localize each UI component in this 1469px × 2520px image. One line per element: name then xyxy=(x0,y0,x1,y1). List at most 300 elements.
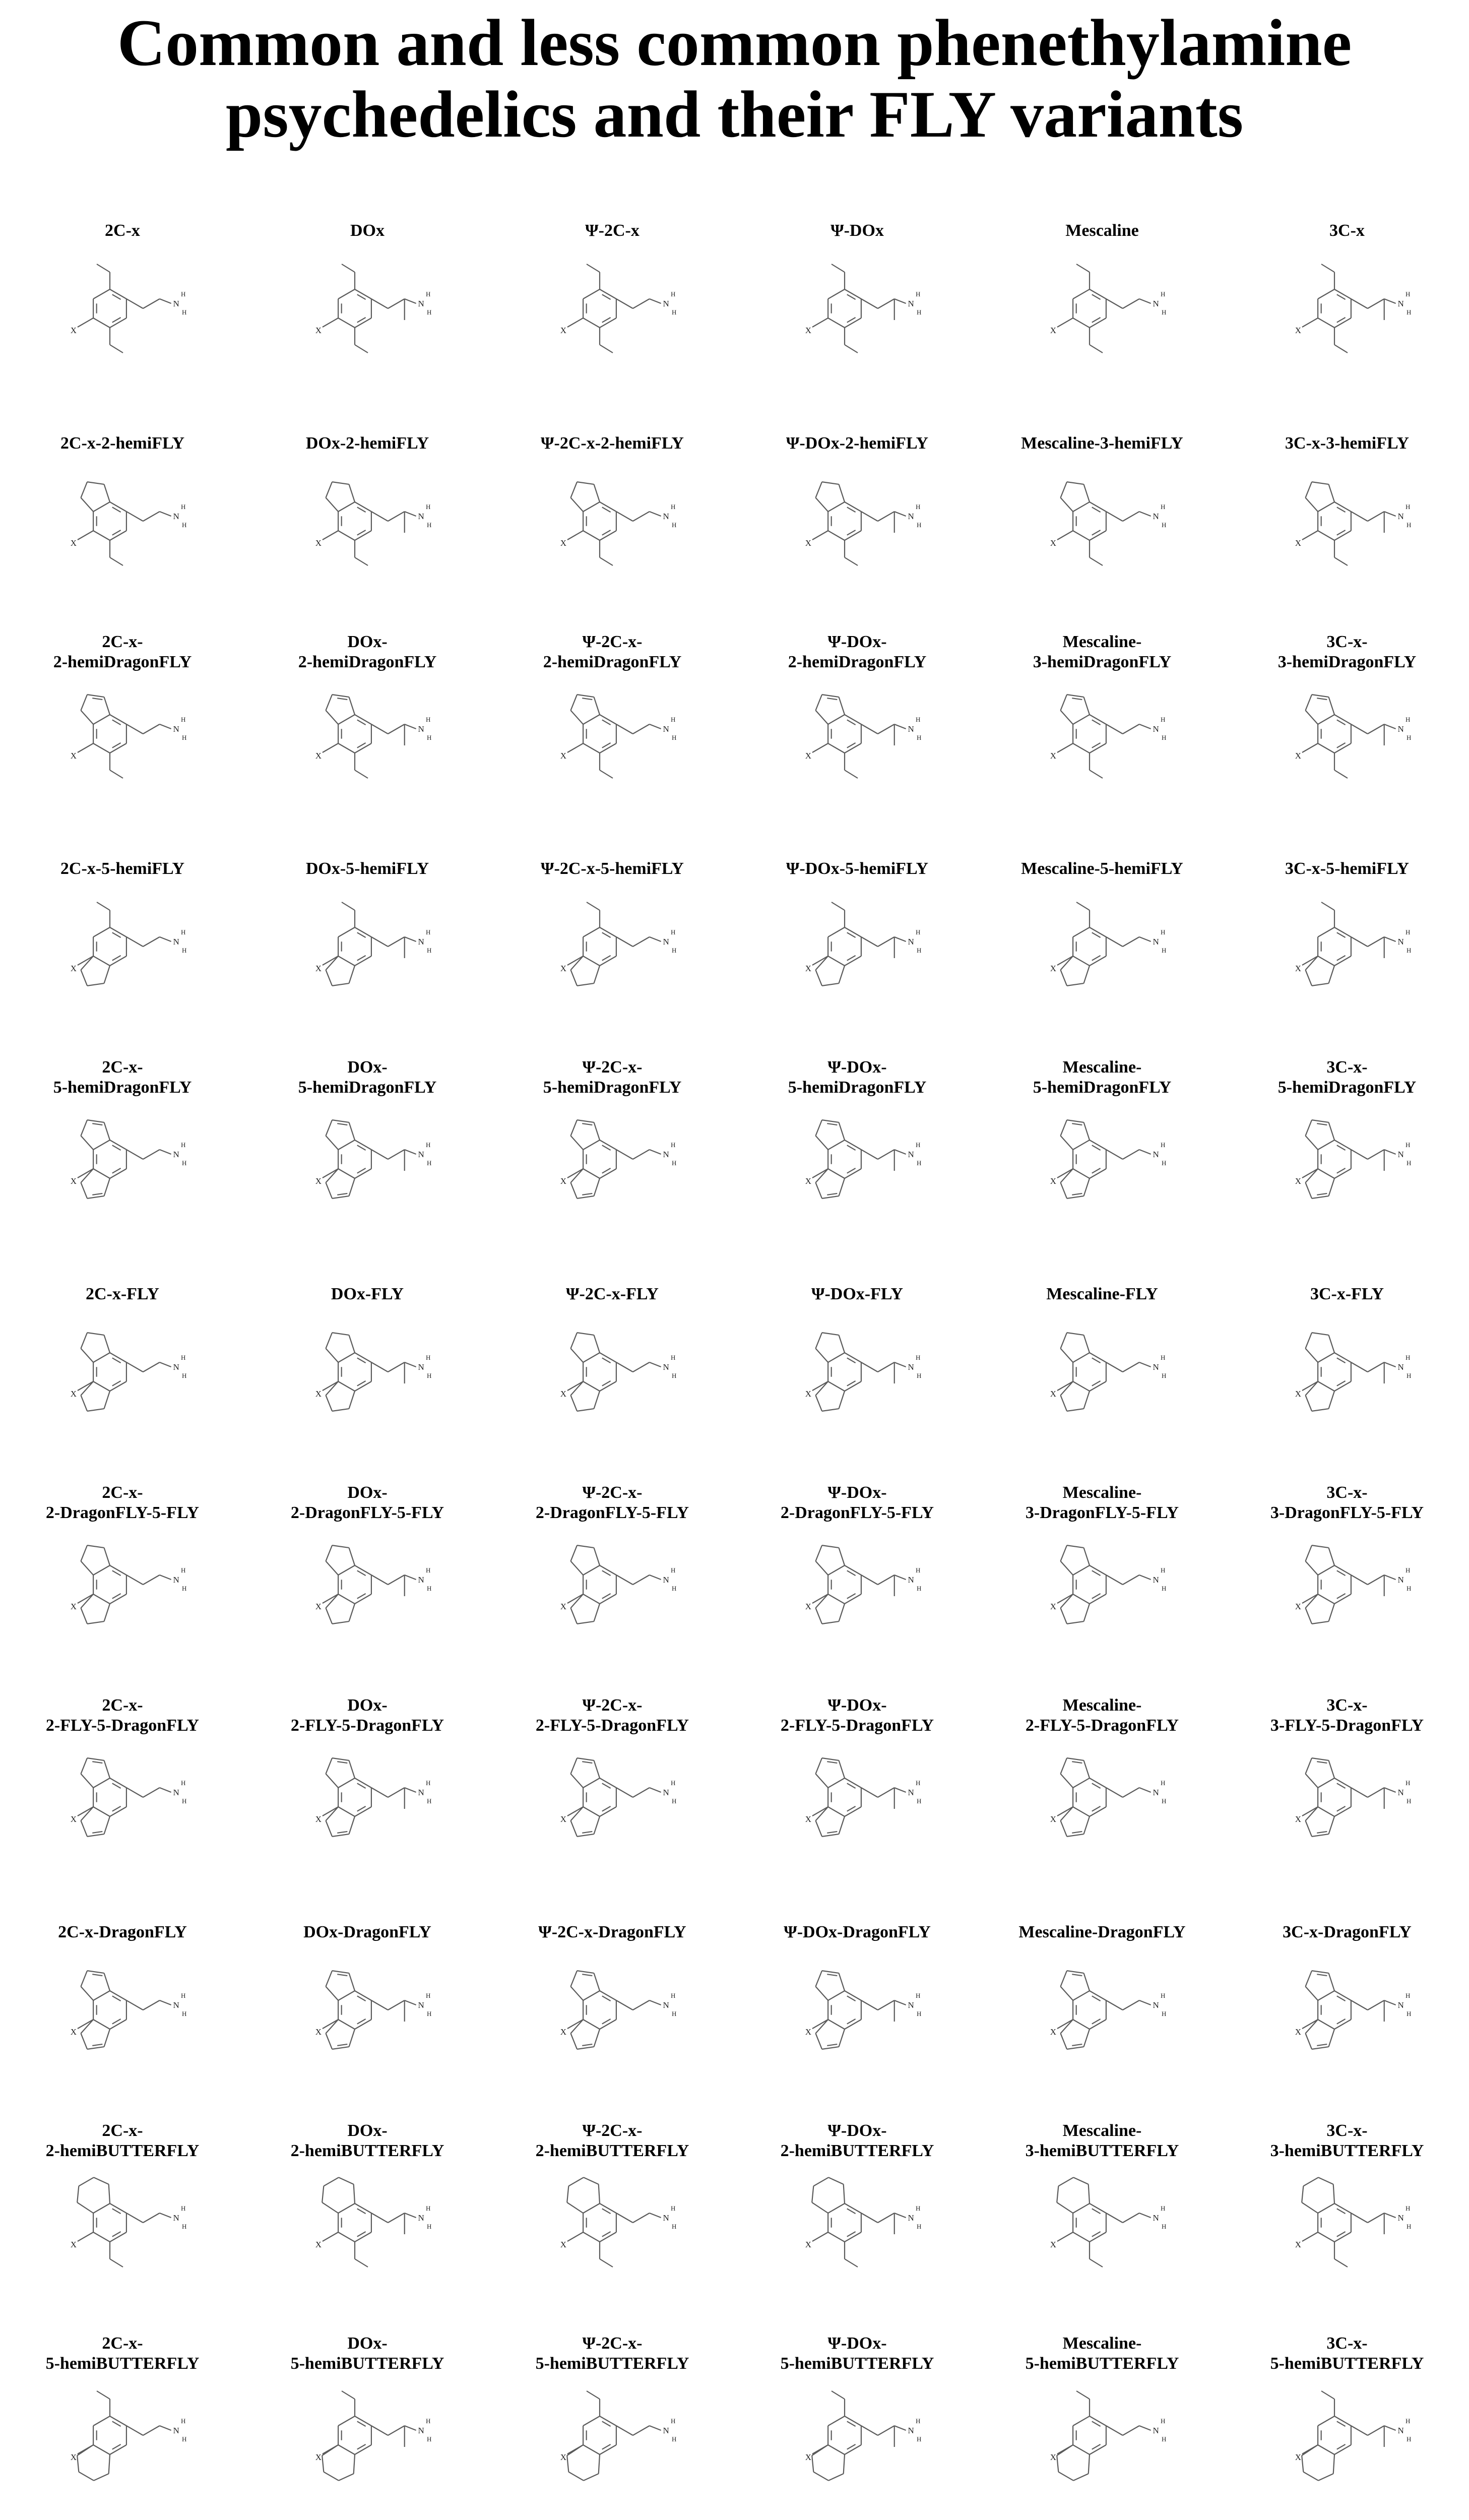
fused-ring-bond xyxy=(570,1774,583,1788)
fused-ring-bond xyxy=(349,1604,355,1621)
hydrogen-label: H xyxy=(180,1779,186,1787)
methoxy-bond xyxy=(832,2391,845,2399)
molecule-name xyxy=(0,859,245,879)
hydrogen-label: H xyxy=(915,1566,921,1574)
structure-diagram xyxy=(279,881,456,1017)
ring-bond xyxy=(583,1594,600,1604)
benzene-ring xyxy=(1073,2203,1106,2242)
chain-bond xyxy=(371,937,388,947)
double-bond xyxy=(337,1832,347,1833)
chain-bond xyxy=(1384,937,1396,941)
fused-ring-top xyxy=(326,1971,355,2000)
x-substituent-label: X xyxy=(1050,1389,1057,1399)
structure-diagram xyxy=(769,1306,945,1442)
molecule-cell xyxy=(0,2121,245,2292)
hydrogen-label: H xyxy=(1405,2204,1411,2212)
chain-bond xyxy=(1123,2000,1139,2010)
structure-diagram xyxy=(769,2370,945,2506)
ring-bond xyxy=(583,2416,600,2426)
molecule-name xyxy=(1225,221,1469,241)
chain-bond xyxy=(1384,299,1396,303)
ring-bond xyxy=(338,2416,355,2426)
benzene-ring xyxy=(1073,927,1106,966)
benzene-ring xyxy=(1073,502,1106,540)
fused-ring-bond xyxy=(1312,1758,1328,1760)
structure-diagram xyxy=(279,1519,456,1655)
methoxy-bond xyxy=(1334,557,1348,565)
methoxy-group xyxy=(845,540,858,565)
fused-ring-bond xyxy=(844,2184,845,2203)
amine-side-chain xyxy=(371,2426,416,2447)
molecule-name-line: Ψ-2C-x- xyxy=(582,2334,643,2353)
fused-ring-bond xyxy=(577,1545,594,1548)
fused-ring-bond xyxy=(822,1971,839,1973)
hydrogen-label: H xyxy=(916,1372,922,1379)
fused-ring-bond xyxy=(1060,1758,1067,1774)
hydrogen-label: H xyxy=(1160,1141,1166,1149)
fused-ring-bond xyxy=(81,1594,93,1608)
structure-diagram xyxy=(1259,1306,1435,1442)
nitrogen-label: N xyxy=(173,512,179,521)
nitrogen-label: N xyxy=(663,2213,669,2223)
methoxy-bond xyxy=(1090,557,1103,565)
x-bond xyxy=(567,956,583,965)
molecule-name-line: Ψ-2C-x-2-hemiFLY xyxy=(540,434,684,453)
molecule-name-line: 2C-x- xyxy=(102,1696,143,1715)
hydrogen-label: H xyxy=(1161,308,1167,316)
nitrogen-label: N xyxy=(908,724,914,734)
hydrogen-label: H xyxy=(181,308,187,316)
structure-diagram xyxy=(769,243,945,379)
fused-ring-bond xyxy=(815,1987,828,2000)
x-substituent-label: X xyxy=(1295,538,1302,548)
ring-bond xyxy=(828,927,845,937)
fused-ring-bond xyxy=(1067,1758,1083,1760)
chain-bond xyxy=(1139,1575,1151,1580)
fused-ring-bond xyxy=(87,1545,104,1548)
fused-ring-top xyxy=(77,2177,110,2213)
fused-ring-bond xyxy=(1302,2186,1303,2202)
ring-bond xyxy=(583,715,600,724)
fused-ring-bond xyxy=(1329,1178,1334,1196)
benzene-ring xyxy=(1073,289,1106,328)
molecule-name xyxy=(735,1922,980,1942)
structure-diagram xyxy=(34,1732,211,1868)
fused-ring-bond xyxy=(326,1608,332,1623)
molecule-cell xyxy=(245,1057,490,1229)
x-bond xyxy=(567,531,583,540)
molecule-name xyxy=(1225,1922,1469,1942)
fused-ring-bond xyxy=(349,697,355,715)
chain-bond xyxy=(1123,299,1139,308)
chain-bond xyxy=(861,1150,878,1159)
molecule-name xyxy=(735,859,980,879)
fused-ring-bond xyxy=(109,2184,110,2203)
chain-bond xyxy=(1139,724,1151,729)
fused-ring-bond xyxy=(81,1545,87,1561)
chain-bond xyxy=(650,2000,661,2005)
benzene-ring xyxy=(583,502,616,540)
fused-ring-bond xyxy=(822,1196,839,1199)
amine-side-chain xyxy=(616,1575,661,1585)
molecule-name-line: Mescaline-5-hemiFLY xyxy=(1021,859,1183,878)
hydrogen-label: H xyxy=(426,308,432,316)
x-substituent-label: X xyxy=(805,964,812,973)
molecule-name-line: Ψ-DOx xyxy=(831,221,884,240)
structure-diagram xyxy=(524,1732,700,1868)
x-substituent-label: X xyxy=(70,326,77,335)
chain-bond xyxy=(878,1575,895,1585)
ring-bond xyxy=(828,318,845,328)
fused-ring-bond xyxy=(81,1333,87,1348)
molecule-cell xyxy=(490,1695,735,1867)
fused-ring-bond xyxy=(822,1409,839,1411)
fused-ring-bond xyxy=(326,1182,332,1198)
nitrogen-label: N xyxy=(1397,1788,1404,1797)
fused-ring-bond xyxy=(815,1820,822,1836)
fused-ring-bond xyxy=(815,1349,828,1362)
chain-bond xyxy=(650,2213,661,2218)
fused-ring-bond xyxy=(1312,1971,1328,1973)
fused-ring-top xyxy=(815,695,845,724)
chain-bond xyxy=(1123,1575,1139,1585)
hydrogen-label: H xyxy=(426,2223,432,2230)
fused-ring-bond xyxy=(349,1178,355,1196)
fused-ring-bond xyxy=(1305,2033,1312,2049)
fused-ring-bond xyxy=(77,2445,93,2455)
nitrogen-label: N xyxy=(663,1150,669,1159)
hydrogen-label: H xyxy=(915,716,921,723)
chain-bond xyxy=(388,2213,405,2223)
fused-ring-bond xyxy=(1060,1120,1067,1136)
methoxy-bond xyxy=(342,2391,355,2399)
fused-ring-bond xyxy=(577,1333,594,1335)
molecule-name-line: 3C-x- xyxy=(1326,633,1368,651)
methoxy-bond xyxy=(355,345,368,353)
ring-bond xyxy=(338,2020,355,2029)
fused-ring-bond xyxy=(81,711,93,724)
x-substituent-label: X xyxy=(70,1602,77,1611)
molecule-name-line: 2-hemiDragonFLY xyxy=(543,653,682,671)
fused-ring-bond xyxy=(81,1561,93,1575)
x-substituent-label: X xyxy=(805,2240,812,2249)
methoxy-group xyxy=(342,2391,355,2416)
molecule-name xyxy=(980,433,1225,454)
double-bond xyxy=(1317,1123,1327,1125)
chain-bond xyxy=(388,1362,405,1372)
x-substituent-label: X xyxy=(1295,751,1302,761)
molecule-name-line: Ψ-DOx- xyxy=(827,1696,887,1715)
structure-diagram xyxy=(524,1306,700,1442)
fused-ring-bond xyxy=(812,2455,813,2472)
ring-bond xyxy=(583,2445,600,2454)
x-bond xyxy=(78,531,93,540)
ring-bond xyxy=(1318,502,1334,512)
nitrogen-label: N xyxy=(418,1575,424,1585)
hydrogen-label: H xyxy=(1405,716,1411,723)
fused-ring-top xyxy=(1060,1971,1090,2000)
molecule-name-line: 2C-x- xyxy=(102,633,143,651)
chain-bond xyxy=(143,1788,160,1797)
fused-ring-bottom xyxy=(1057,2445,1090,2481)
fused-ring-top xyxy=(1060,695,1090,724)
fused-ring-bond xyxy=(1305,695,1312,710)
structure-diagram xyxy=(1014,456,1190,592)
benzene-ring xyxy=(1073,1778,1106,1816)
x-substituent-label: X xyxy=(1295,1176,1302,1186)
amine-side-chain xyxy=(616,1788,661,1797)
hydrogen-label: H xyxy=(1405,503,1411,511)
benzene-ring xyxy=(583,2203,616,2242)
chain-bond xyxy=(126,1575,143,1585)
molecule-name-line: 5-hemiDragonFLY xyxy=(1278,1078,1417,1097)
fused-ring-bond xyxy=(584,2474,599,2481)
x-substituent-label: X xyxy=(1295,2027,1302,2037)
fused-ring-bond xyxy=(81,1182,87,1198)
molecule-name xyxy=(1225,1483,1469,1523)
chain-bond xyxy=(633,1150,650,1159)
hydrogen-label: H xyxy=(1405,2417,1411,2425)
methoxy-bond xyxy=(97,902,110,910)
hydrogen-label: H xyxy=(671,1372,677,1379)
fused-ring-bond xyxy=(822,695,839,697)
ring-bond xyxy=(1318,2445,1334,2454)
benzene-ring xyxy=(1073,1991,1106,2029)
amine-side-chain xyxy=(616,1362,661,1372)
structure-diagram xyxy=(34,456,211,592)
hydrogen-label: H xyxy=(1406,947,1412,954)
benzene-ring xyxy=(93,1140,126,1178)
ring-bond xyxy=(93,2203,110,2213)
fused-ring-bond xyxy=(822,2047,839,2049)
molecule-cell xyxy=(735,1483,980,1654)
chain-bond xyxy=(388,2426,405,2435)
fused-ring-bond xyxy=(567,2186,568,2202)
fused-ring-bond xyxy=(815,1333,822,1348)
hydrogen-label: H xyxy=(425,1354,431,1361)
fused-ring-bond xyxy=(1329,1122,1334,1140)
fused-ring-top xyxy=(1305,1758,1334,1788)
fused-ring-bond xyxy=(1312,983,1328,986)
ring-bond xyxy=(93,289,110,299)
chain-bond xyxy=(1351,299,1368,308)
chain-bond xyxy=(895,299,906,303)
structure-diagram xyxy=(1014,243,1190,379)
fused-ring-bond xyxy=(1305,1120,1312,1136)
benzene-ring xyxy=(93,2203,126,2242)
fused-ring-bond xyxy=(812,2202,828,2213)
chain-bond xyxy=(405,1150,416,1154)
ring-bond xyxy=(338,1807,355,1816)
x-substituent-label: X xyxy=(1050,751,1057,761)
hydrogen-label: H xyxy=(180,716,186,723)
fused-ring-bond xyxy=(339,2474,354,2481)
chain-bond xyxy=(1368,1788,1384,1797)
hydrogen-label: H xyxy=(1161,2435,1167,2443)
chain-bond xyxy=(1139,2213,1151,2218)
ring-bond xyxy=(583,2232,600,2242)
hydrogen-label: H xyxy=(426,1797,432,1805)
hydrogen-label: H xyxy=(1161,1797,1167,1805)
fused-ring-bond xyxy=(839,1816,845,1834)
amine-side-chain xyxy=(1106,2213,1151,2223)
fused-ring-top xyxy=(1060,1120,1090,1150)
x-bond xyxy=(812,956,828,965)
benzene-ring xyxy=(338,1353,371,1391)
x-substituent-label: X xyxy=(805,2027,812,2037)
x-substituent-label: X xyxy=(70,1176,77,1186)
fused-ring-bond xyxy=(570,1381,583,1395)
amine-side-chain xyxy=(1106,512,1151,521)
molecule-name-line: DOx-DragonFLY xyxy=(303,1923,431,1941)
fused-ring-bond xyxy=(839,1760,845,1778)
chain-bond xyxy=(861,1362,878,1372)
chain-bond xyxy=(1351,2213,1368,2223)
double-bond xyxy=(582,1974,592,1976)
fused-ring-bond xyxy=(839,1178,845,1196)
molecule-name-line: 2C-x-5-hemiFLY xyxy=(60,859,185,878)
hydrogen-label: H xyxy=(1160,928,1166,936)
methoxy-group xyxy=(1076,902,1090,927)
x-substituent-label: X xyxy=(560,964,567,973)
fused-ring-bond xyxy=(815,1807,828,1820)
fused-ring-bond xyxy=(326,1120,332,1136)
fused-ring-bond xyxy=(87,983,104,986)
x-substituent-label: X xyxy=(1050,1602,1057,1611)
ring-bond xyxy=(93,1381,110,1391)
ring-bond xyxy=(828,1778,845,1788)
fused-ring-bond xyxy=(1060,1820,1067,1836)
double-bond xyxy=(1072,698,1082,700)
methoxy-bond xyxy=(110,345,123,353)
nitrogen-label: N xyxy=(173,2213,179,2223)
fused-ring-bond xyxy=(1329,1548,1334,1565)
fused-ring-bond xyxy=(594,1816,600,1834)
ring-bond xyxy=(1073,1169,1090,1178)
chain-bond xyxy=(405,1362,416,1367)
molecule-name-line: Ψ-2C-x-5-hemiFLY xyxy=(540,859,684,878)
chain-bond xyxy=(650,2426,661,2430)
structure-diagram xyxy=(1014,2370,1190,2506)
chain-bond xyxy=(143,1362,160,1372)
hydrogen-label: H xyxy=(1160,1566,1166,1574)
double-bond xyxy=(1072,1193,1082,1195)
amine-side-chain xyxy=(371,512,416,533)
methoxy-bond xyxy=(342,264,355,272)
molecule-name-line: 2C-x- xyxy=(102,2121,143,2140)
molecule-name-line: Mescaline- xyxy=(1062,1483,1142,1502)
structure-diagram xyxy=(1259,2370,1435,2506)
chain-bond xyxy=(126,2213,143,2223)
fused-ring-top xyxy=(1302,2177,1334,2213)
fused-ring-bond xyxy=(1305,1774,1318,1788)
amine-side-chain xyxy=(861,1150,906,1171)
double-bond xyxy=(92,1974,102,1976)
hydrogen-label: H xyxy=(670,503,676,511)
molecule-name xyxy=(980,859,1225,879)
fused-ring-bond xyxy=(322,2455,324,2472)
chain-bond xyxy=(160,2426,171,2430)
ring-bond xyxy=(1318,1353,1334,1362)
fused-ring-bond xyxy=(1312,482,1328,484)
hydrogen-label: H xyxy=(670,1779,676,1787)
ring-bond xyxy=(93,2020,110,2029)
molecule-name xyxy=(245,2334,490,2374)
chain-bond xyxy=(126,512,143,521)
fused-ring-bond xyxy=(594,1760,600,1778)
molecule-name-line: DOx-2-hemiFLY xyxy=(305,434,429,453)
molecule-name-line: 2-hemiDragonFLY xyxy=(53,653,192,671)
benzene-ring xyxy=(1318,2416,1351,2454)
molecule-name-line: 3C-x-DragonFLY xyxy=(1283,1923,1412,1941)
molecule-name-line: 3-hemiDragonFLY xyxy=(1033,653,1172,671)
molecule-name-line: 3C-x- xyxy=(1326,1058,1368,1077)
chain-bond xyxy=(1351,2000,1368,2010)
benzene-ring xyxy=(828,1353,861,1391)
benzene-ring xyxy=(338,1565,371,1604)
fused-ring-bond xyxy=(1329,1973,1334,1991)
fused-ring-bond xyxy=(1060,482,1067,497)
hydrogen-label: H xyxy=(916,2010,922,2018)
molecule-cell xyxy=(980,1695,1225,1867)
fused-ring-bond xyxy=(1057,2445,1073,2455)
structure-diagram xyxy=(34,1094,211,1230)
x-bond xyxy=(567,1594,583,1603)
fused-ring-bond xyxy=(81,1395,87,1411)
fused-ring-bond xyxy=(1067,1120,1083,1122)
ring-bond xyxy=(338,1169,355,1178)
molecule-name-line: 2-FLY-5-DragonFLY xyxy=(535,1716,689,1735)
ring-bond xyxy=(1318,289,1334,299)
double-bond xyxy=(337,1123,347,1125)
fused-ring-bond xyxy=(81,1820,87,1836)
fused-ring-bond xyxy=(1067,695,1083,697)
hydrogen-label: H xyxy=(1405,1141,1411,1149)
molecule-name-line: DOx xyxy=(350,221,385,240)
fused-ring-top xyxy=(81,1333,110,1362)
nitrogen-label: N xyxy=(1153,937,1159,947)
fused-ring-bond xyxy=(815,1136,828,1150)
methoxy-bond xyxy=(1076,902,1090,910)
fused-ring-bond xyxy=(1067,482,1083,484)
fused-ring-top xyxy=(1305,1971,1334,2000)
ring-bond xyxy=(1318,1807,1334,1816)
molecule-cell xyxy=(735,845,980,1016)
molecule-name xyxy=(980,2334,1225,2374)
chain-bond xyxy=(861,1575,878,1585)
fused-ring-bond xyxy=(1084,697,1090,715)
x-substituent-label: X xyxy=(315,326,322,335)
molecule-name xyxy=(490,1057,735,1098)
fused-ring-bond xyxy=(577,1834,594,1837)
double-bond xyxy=(582,1193,592,1195)
molecule-name-line: 3-FLY-5-DragonFLY xyxy=(1270,1716,1424,1735)
molecule-name xyxy=(245,1284,490,1304)
chain-bond xyxy=(895,1362,906,1367)
hydrogen-label: H xyxy=(1160,2417,1166,2425)
chain-bond xyxy=(616,2426,633,2435)
fused-ring-bond xyxy=(104,1391,110,1409)
hydrogen-label: H xyxy=(1406,2010,1412,2018)
methoxy-bond xyxy=(832,902,845,910)
amine-side-chain xyxy=(126,724,171,734)
chain-bond xyxy=(160,512,171,516)
chain-bond xyxy=(633,724,650,734)
x-bond xyxy=(323,743,338,752)
nitrogen-label: N xyxy=(663,2426,669,2435)
benzene-ring xyxy=(93,1991,126,2029)
structure-diagram xyxy=(524,881,700,1017)
